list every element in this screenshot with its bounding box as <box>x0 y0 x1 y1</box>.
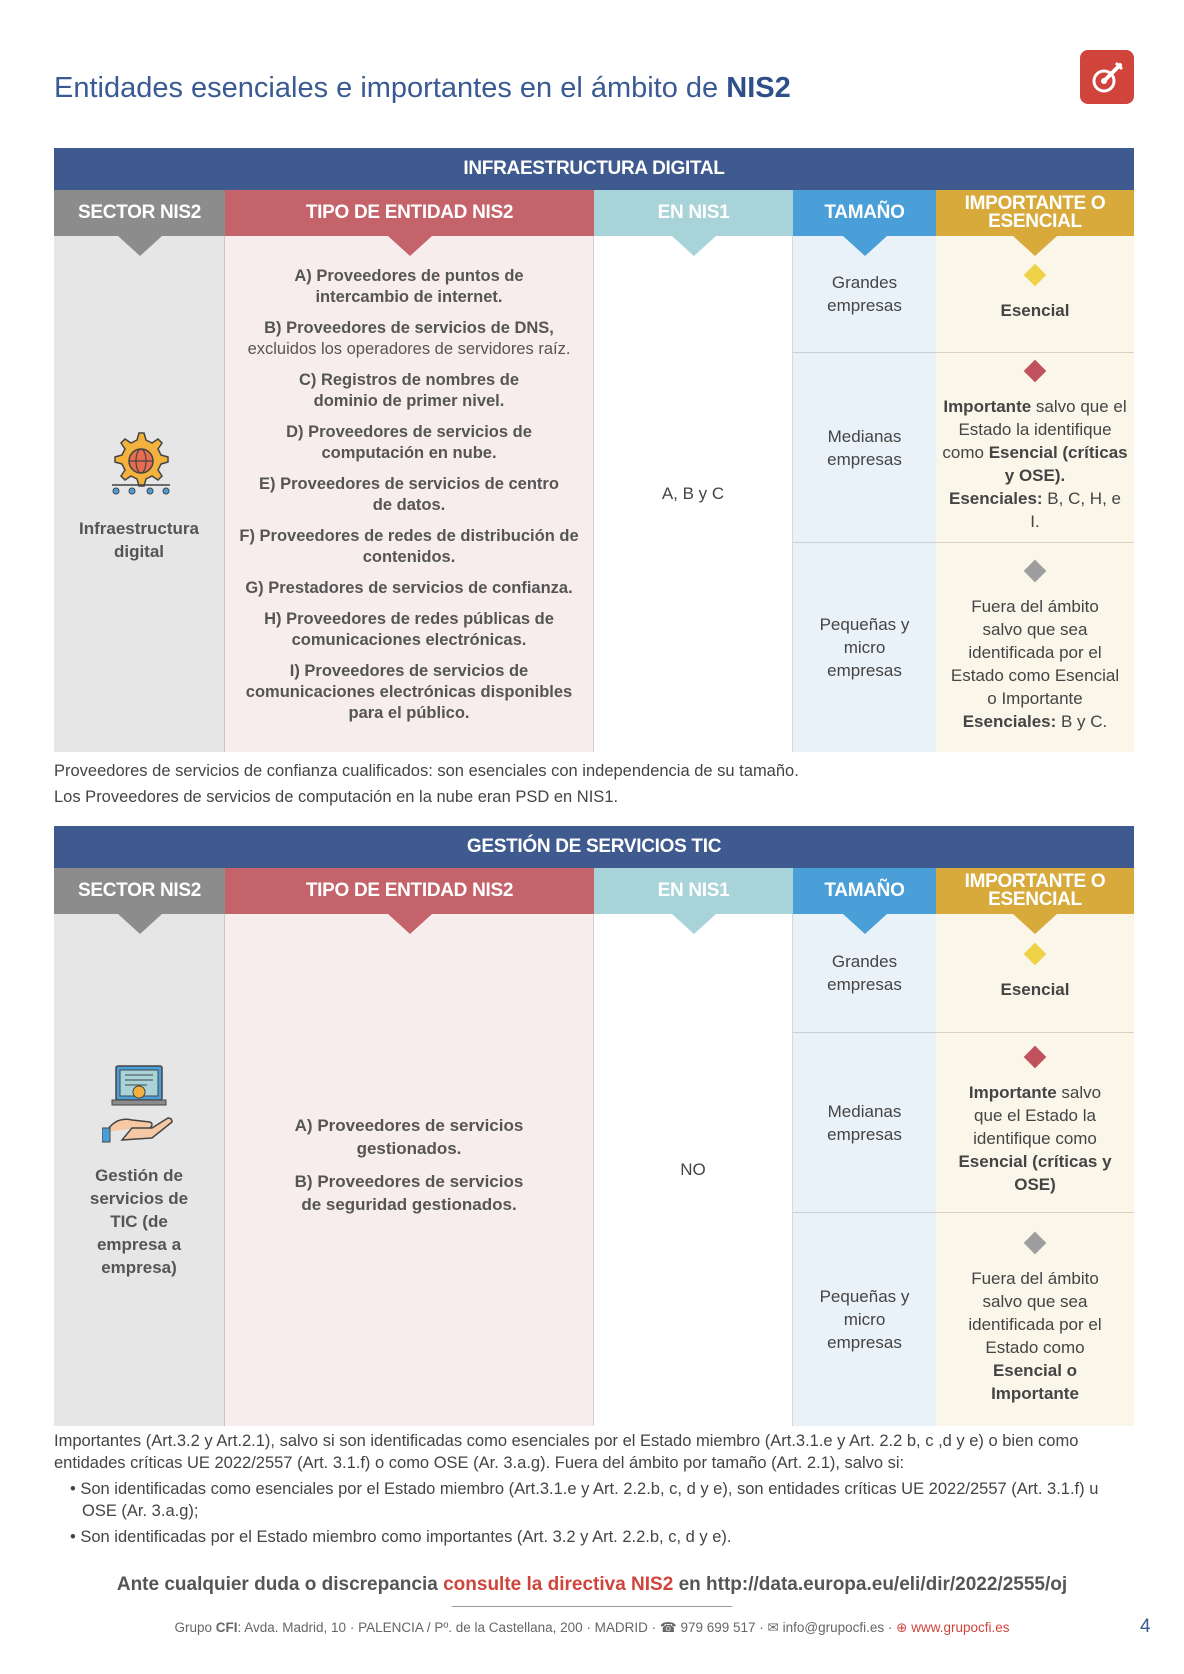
section-infraestructura-digital <box>54 148 1134 752</box>
column-headers <box>54 868 1134 914</box>
diamond-yellow-icon <box>1024 263 1047 286</box>
importance-column <box>936 236 1134 752</box>
note-line: Proveedores de servicios de confianza cualificados: son esenciales con independencia de su tamaño. <box>54 762 799 780</box>
size-medianas: Medianas empresas <box>793 353 936 543</box>
col-header-importante: IMPORTANTE O ESENCIAL <box>936 190 1134 236</box>
company-logo <box>1080 50 1134 104</box>
entity-item: F) Proveedores de redes de distribución de contenidos. <box>239 527 579 566</box>
note-bullet: • Son identificadas por el Estado miembro como importantes (Art. 3.2 y Art. 2.2.b, c, d y e). <box>70 1528 732 1546</box>
footer-divider <box>452 1606 732 1607</box>
importance-medianas: Importante salvo que el Estado la identifique como Esencial (críticas y OSE). Esenciales: B, C, H, e I. <box>936 353 1134 543</box>
entity-item: A) Proveedores de puntos de intercambio de internet. <box>294 267 524 306</box>
col-header-sector: SECTOR NIS2 <box>54 190 225 236</box>
logo-icon <box>1080 50 1134 104</box>
size-pequenas: Pequeñas y micro empresas <box>819 1287 910 1352</box>
importance-pequenas: Fuera del ámbito salvo que sea identificada por el Estado como Esencial o Importante Esenciales: B y C. <box>936 543 1134 752</box>
col-header-tamano: TAMAÑO <box>793 868 936 914</box>
importance-column <box>936 914 1134 1426</box>
entity-types-cell <box>225 914 594 1426</box>
entity-item: G) Prestadores de servicios de confianza. <box>245 579 573 597</box>
size-pequenas: Pequeñas y micro empresas <box>819 615 910 680</box>
col-header-nis1: EN NIS1 <box>594 868 793 914</box>
email-icon: ✉ <box>767 1620 779 1635</box>
note-bullet: • Son identificadas como esenciales por el Estado miembro (Art.3.1.e y Art. 2.2.b, c, d y e), son entidades críticas UE 2022/2557 (Art. 3.1.f) u OSE (Ar. 3.a.g); <box>70 1480 1099 1520</box>
col-header-nis1: EN NIS1 <box>594 190 793 236</box>
importance-pequenas: Fuera del ámbito salvo que sea identificada por el Estado como Esencial o Importante <box>936 1213 1134 1426</box>
importance-medianas: Importante salvo que el Estado la identifique como Esencial (críticas y OSE) <box>936 1033 1134 1213</box>
footer-contact: Grupo CFI: Avda. Madrid, 10 · PALENCIA / Pº. de la Castellana, 200 · MADRID · ☎ 979 699 517 · ✉ info@grupocfi.es · ⊕ www.grupocfi.es <box>174 1620 1010 1635</box>
sector-label: Gestión de servicios de TIC (de empresa a empresa) <box>89 1165 189 1277</box>
entity-item: D) Proveedores de servicios de computación en nube. <box>286 423 532 462</box>
sector-cell <box>54 914 225 1426</box>
page-number: 4 <box>1140 1616 1151 1637</box>
page-title: Entidades esenciales e importantes en el ámbito de NIS2 <box>54 72 791 104</box>
section-gestion-servicios-tic <box>54 826 1134 1426</box>
directive-link[interactable]: consulte la directiva NIS2 <box>443 1574 674 1595</box>
diamond-grey-icon <box>1024 559 1047 582</box>
sector-label: Infraestructura digital <box>79 519 199 561</box>
entity-item: E) Proveedores de servicios de centro de datos. <box>259 475 559 514</box>
size-column <box>793 914 936 1426</box>
col-header-sector: SECTOR NIS2 <box>54 868 225 914</box>
column-headers <box>54 190 1134 236</box>
size-medianas: Medianas empresas <box>793 1033 936 1213</box>
section1-notes <box>54 758 1134 810</box>
diamond-red-icon <box>1024 1046 1047 1069</box>
entity-item: H) Proveedores de redes públicas de comunicaciones electrónicas. <box>264 610 554 649</box>
directive-url[interactable]: en http://data.europa.eu/eli/dir/2022/2555/oj <box>673 1574 1068 1595</box>
footer-cta: Ante cualquier duda o discrepancia consulte la directiva NIS2 en http://data.europa.eu/eli/dir/2022/2555/oj <box>116 1574 1068 1595</box>
col-header-tipo: TIPO DE ENTIDAD NIS2 <box>225 868 594 914</box>
digital-infrastructure-icon <box>102 425 176 499</box>
entity-types-cell <box>225 236 594 752</box>
it-services-icon <box>102 1062 176 1146</box>
note-paragraph: Importantes (Art.3.2 y Art.2.1), salvo si son identificadas como esenciales por el Estado miembro (Art.3.1.e y Art. 2.2 b, c ,d y e) o bien como entidades críticas UE 2022/2557 (Art. 3.1.f) o como OSE (Ar. 3.a.g). Fuera del ámbito por tamaño (Art. 2.1), salvo si: <box>54 1432 1079 1472</box>
entity-item: B) Proveedores de servicios de DNS, excluidos los operadores de servidores raíz. <box>247 319 571 358</box>
entity-item: C) Registros de nombres de dominio de primer nivel. <box>298 371 520 410</box>
phone-number[interactable]: 979 699 517 <box>680 1620 756 1635</box>
size-grandes: Grandes empresas <box>793 236 936 353</box>
diamond-yellow-icon <box>1024 942 1047 965</box>
size-grandes: Grandes empresas <box>793 914 936 1033</box>
importance-grandes: Esencial <box>936 236 1134 353</box>
globe-icon: ⊕ <box>896 1620 908 1635</box>
section-header: GESTIÓN DE SERVICIOS TIC <box>54 826 1134 868</box>
importance-grandes: Esencial <box>936 914 1134 1033</box>
diamond-red-icon <box>1024 359 1047 382</box>
col-header-importante: IMPORTANTE O ESENCIAL <box>936 868 1134 914</box>
nis1-cell: A, B y C <box>594 236 793 752</box>
entity-item: B) Proveedores de servicios de seguridad gestionados. <box>294 1172 524 1214</box>
nis1-cell: NO <box>594 914 793 1426</box>
phone-icon: ☎ <box>659 1620 677 1635</box>
email-link[interactable]: info@grupocfi.es <box>782 1620 885 1635</box>
col-header-tamano: TAMAÑO <box>793 190 936 236</box>
diamond-grey-icon <box>1024 1231 1047 1254</box>
section-header: INFRAESTRUCTURA DIGITAL <box>54 148 1134 190</box>
col-header-tipo: TIPO DE ENTIDAD NIS2 <box>225 190 594 236</box>
note-line: Los Proveedores de servicios de computación en la nube eran PSD en NIS1. <box>54 788 619 806</box>
website-link[interactable]: www.grupocfi.es <box>911 1620 1010 1635</box>
entity-item: A) Proveedores de servicios gestionados. <box>294 1116 524 1158</box>
size-column <box>793 236 936 752</box>
bottom-notes <box>54 1430 1134 1548</box>
entity-item: I) Proveedores de servicios de comunicaciones electrónicas disponibles para el público. <box>245 662 573 722</box>
sector-cell <box>54 236 225 752</box>
